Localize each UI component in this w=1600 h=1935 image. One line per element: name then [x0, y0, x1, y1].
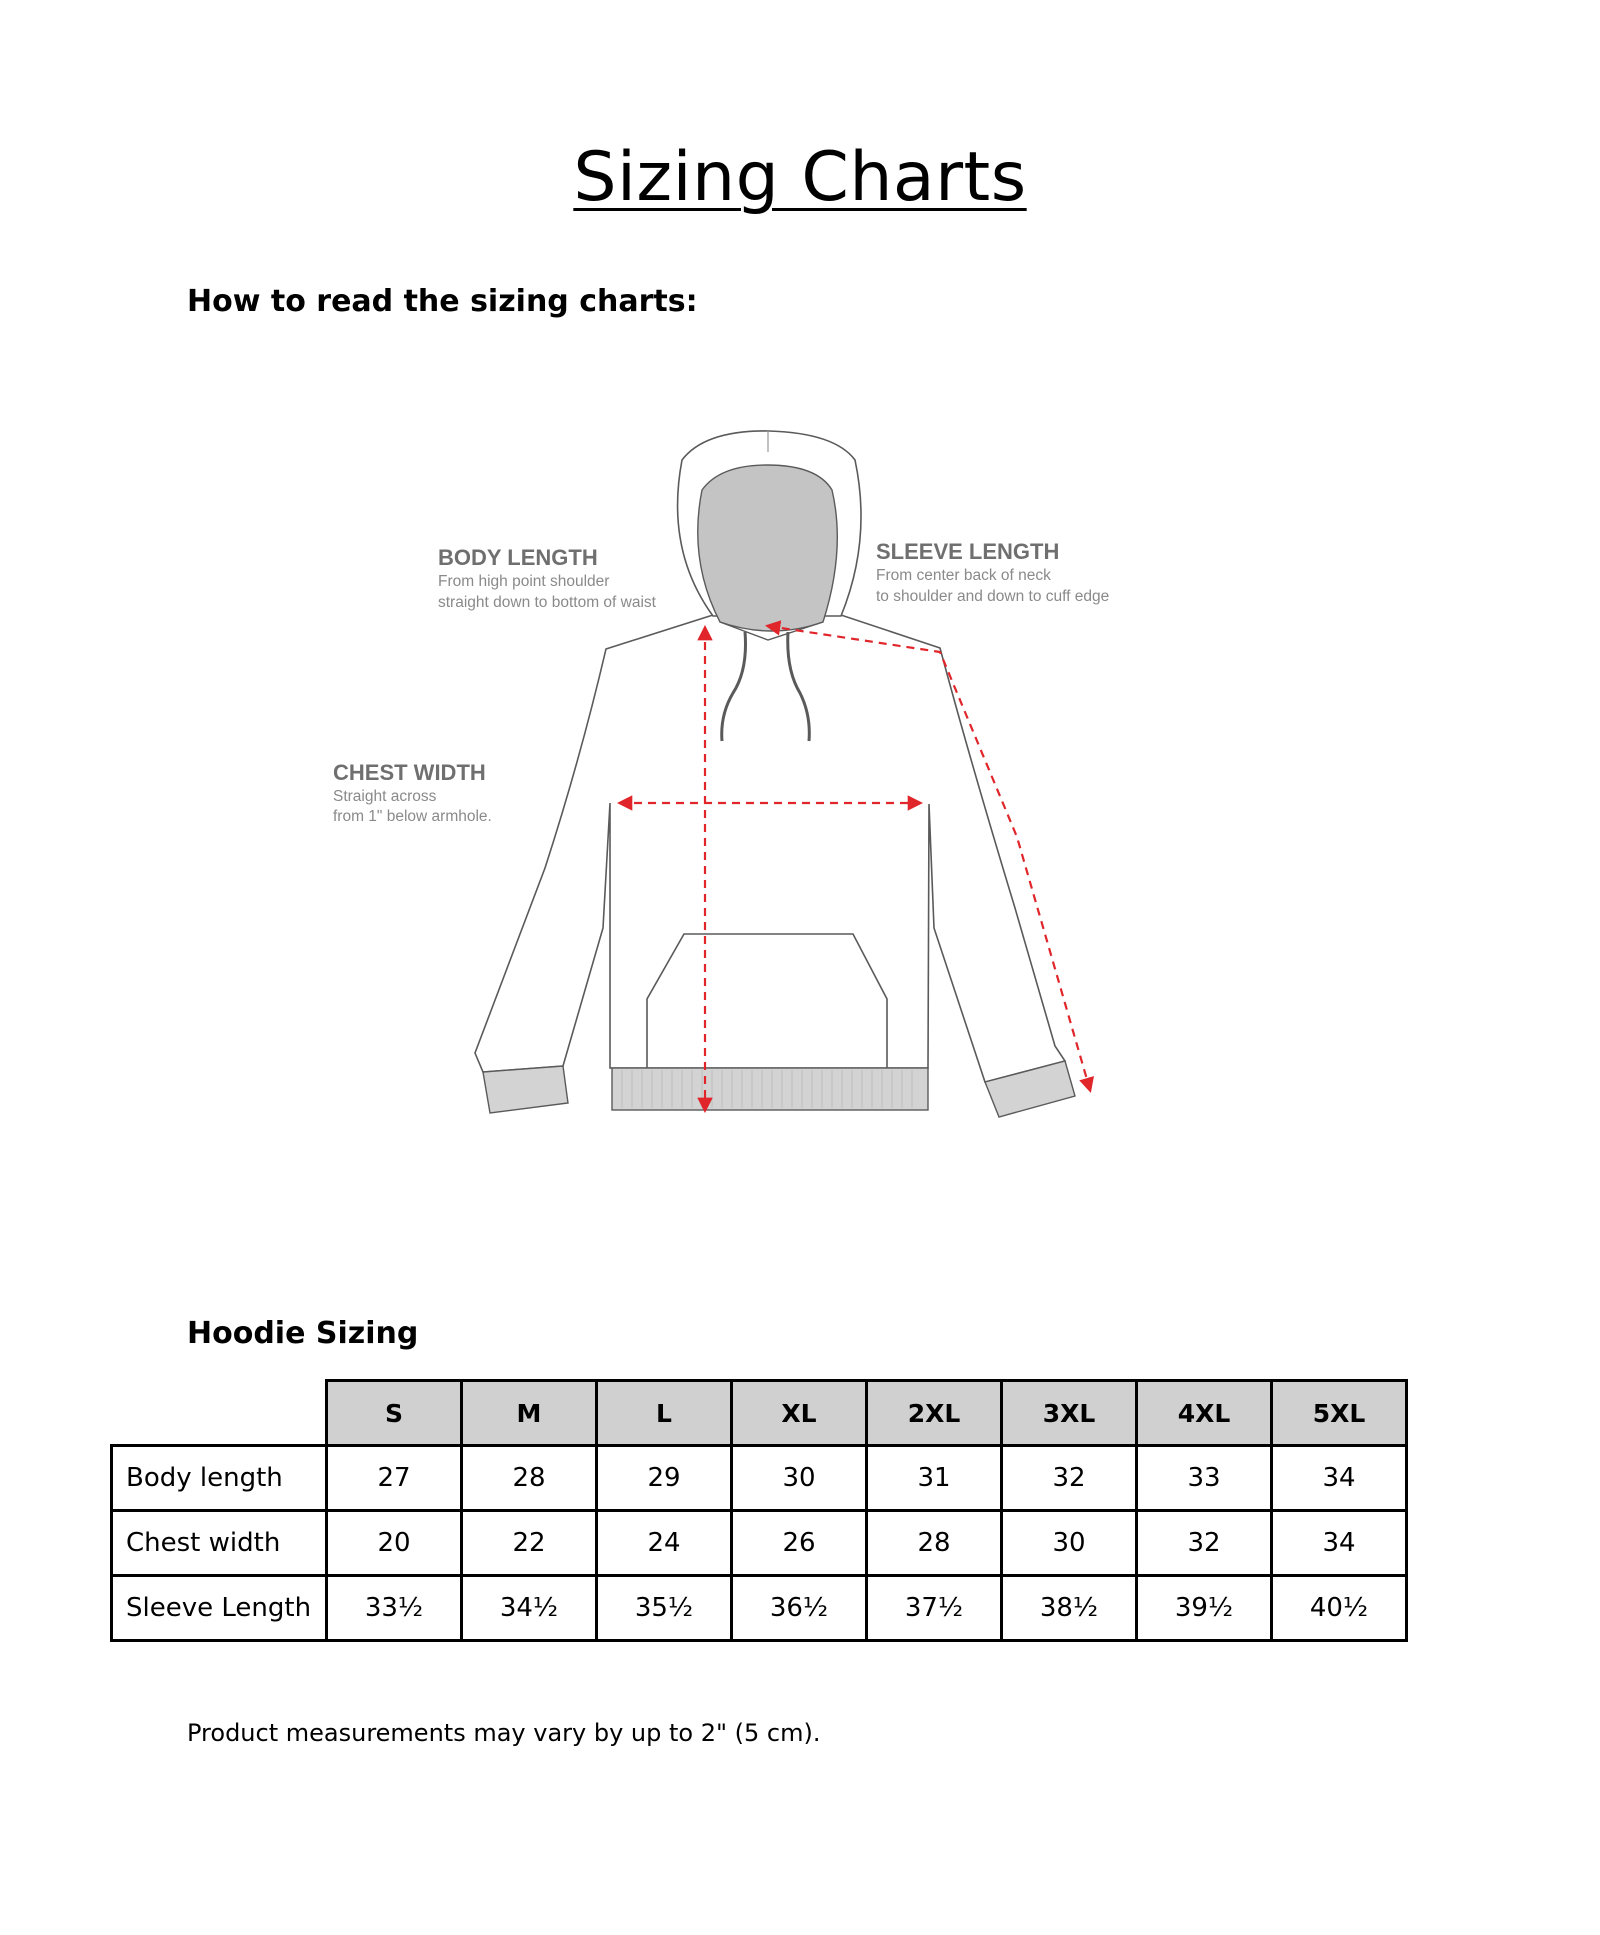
table-cell: 40½ — [1272, 1576, 1407, 1641]
table-cell: 32 — [1002, 1446, 1137, 1511]
table-cell: 30 — [1002, 1511, 1137, 1576]
size-header: 3XL — [1002, 1381, 1137, 1446]
table-cell: 34½ — [462, 1576, 597, 1641]
size-header-row — [112, 1381, 1407, 1446]
table-row — [112, 1446, 1407, 1511]
kangaroo-pocket — [647, 934, 887, 1068]
size-header: 2XL — [867, 1381, 1002, 1446]
table-cell: 32 — [1137, 1511, 1272, 1576]
sleeve-length-label: SLEEVE LENGTH — [876, 539, 1060, 564]
table-cell: 31 — [867, 1446, 1002, 1511]
hood-opening — [698, 465, 838, 631]
table-cell: 38½ — [1002, 1576, 1137, 1641]
size-header: L — [597, 1381, 732, 1446]
how-to-heading: How to read the sizing charts: — [187, 284, 698, 319]
table-cell: 24 — [597, 1511, 732, 1576]
body-length-desc-2: straight down to bottom of waist — [438, 594, 656, 611]
sleeve-length-desc-2: to shoulder and down to cuff edge — [876, 588, 1110, 605]
table-cell: 36½ — [732, 1576, 867, 1641]
row-label: Chest width — [112, 1511, 327, 1576]
hoodie-diagram — [320, 430, 1160, 1130]
body-length-label: BODY LENGTH — [438, 545, 598, 570]
left-cuff — [483, 1066, 568, 1113]
table-cell: 29 — [597, 1446, 732, 1511]
chest-width-desc-1: Straight across — [333, 788, 437, 805]
hoodie-sizing-heading: Hoodie Sizing — [187, 1316, 419, 1351]
size-header: M — [462, 1381, 597, 1446]
size-header: 4XL — [1137, 1381, 1272, 1446]
table-cell: 34 — [1272, 1511, 1407, 1576]
size-header: 5XL — [1272, 1381, 1407, 1446]
chest-width-desc-2: from 1" below armhole. — [333, 808, 492, 825]
sleeve-length-desc-1: From center back of neck — [876, 567, 1051, 584]
table-cell: 20 — [327, 1511, 462, 1576]
table-cell: 27 — [327, 1446, 462, 1511]
table-cell: 35½ — [597, 1576, 732, 1641]
corner-cell — [112, 1381, 327, 1446]
chest-width-label: CHEST WIDTH — [333, 760, 486, 785]
table-cell: 33½ — [327, 1576, 462, 1641]
waistband — [612, 1068, 928, 1110]
table-cell: 28 — [462, 1446, 597, 1511]
size-header: XL — [732, 1381, 867, 1446]
size-header: S — [327, 1381, 462, 1446]
table-cell: 30 — [732, 1446, 867, 1511]
table-row — [112, 1511, 1407, 1576]
measurement-note: Product measurements may vary by up to 2" (5 cm). — [187, 1719, 821, 1747]
table-row — [112, 1576, 1407, 1641]
body-length-desc-1: From high point shoulder — [438, 573, 610, 590]
row-label: Sleeve Length — [112, 1576, 327, 1641]
row-label: Body length — [112, 1446, 327, 1511]
table-cell: 26 — [732, 1511, 867, 1576]
page-title: Sizing Charts — [573, 138, 1027, 217]
table-cell: 33 — [1137, 1446, 1272, 1511]
table-cell: 37½ — [867, 1576, 1002, 1641]
table-cell: 34 — [1272, 1446, 1407, 1511]
table-cell: 28 — [867, 1511, 1002, 1576]
table-cell: 22 — [462, 1511, 597, 1576]
table-cell: 39½ — [1137, 1576, 1272, 1641]
hoodie-size-table — [110, 1379, 1408, 1642]
